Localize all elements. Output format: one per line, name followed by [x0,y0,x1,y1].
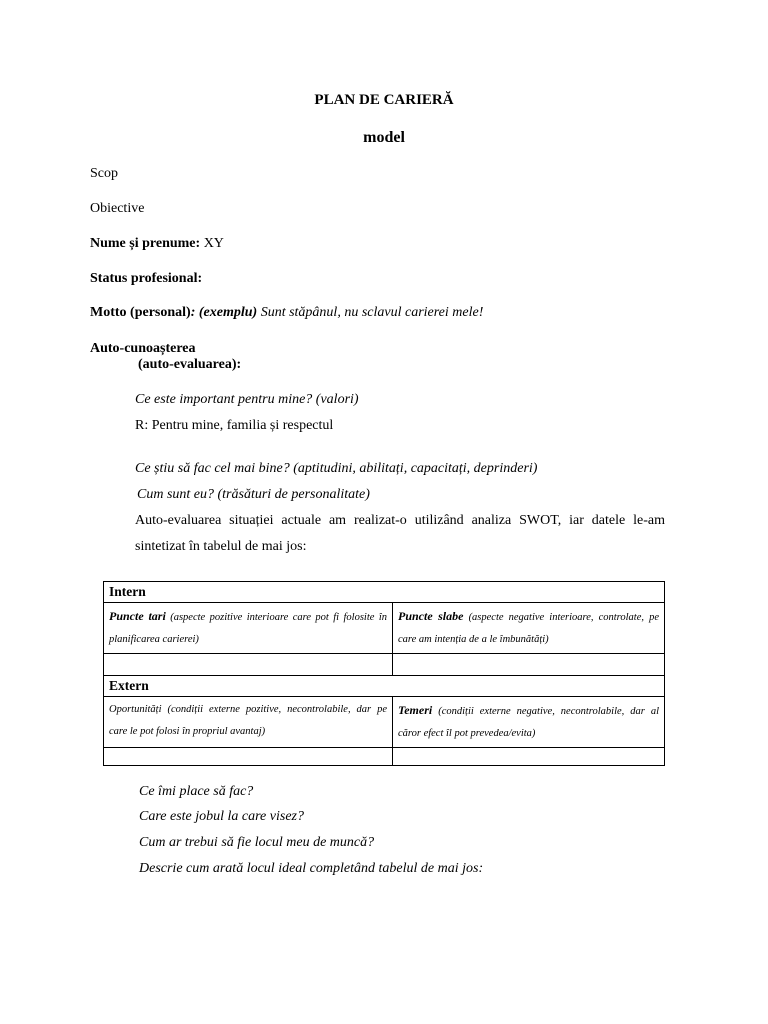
weaknesses-label: Puncte slabe [398,609,464,623]
swot-opportunities-cell [104,697,393,748]
page-title: PLAN DE CARIERĂ [314,92,454,108]
scop-label: Scop [90,166,118,181]
opportunities-desc: (condiții externe pozitive, necontrolabile, dar pe care le pot folosi în propriul avantaj) [109,704,387,737]
swot-intern-labels-row [104,603,665,654]
auto-subheading: (auto-evaluarea): [138,357,242,372]
page-subtitle: model [363,129,405,146]
auto-heading: Auto-cunoașterea [90,341,196,356]
answer-values: R: Pentru mine, familia și respectul [135,418,334,433]
threats-empty-cell [393,748,665,766]
question-skills: Ce știu să fac cel mai bine? (aptitudini, abilitați, capacitați, deprinderi) [135,461,538,476]
strengths-label: Puncte tari [109,609,166,623]
motto-label: Motto (personal) [90,305,191,320]
name-value: XY [203,236,224,251]
weaknesses-desc: (aspecte negative interioare, controlate, pe care am intenția de a le îmbunătăți) [398,612,659,645]
swot-intern-empty-row [104,654,665,676]
name-label: Nume și prenume: [90,236,201,251]
question-workplace: Cum ar trebui să fie locul meu de muncă? [139,835,375,850]
swot-strengths-cell [104,603,393,654]
swot-table [103,581,665,766]
question-personality: Cum sunt eu? (trăsături de personalitate) [137,487,370,502]
swot-paragraph-line2: sintetizat în tabelul de mai jos: [135,539,307,554]
swot-extern-header: Extern [104,676,665,697]
swot-extern-empty-row [104,748,665,766]
swot-extern-row [104,676,665,697]
motto-example: (exemplu) [198,305,258,320]
threats-label: Temeri [398,703,433,717]
status-label: Status profesional: [90,271,203,286]
strengths-empty-cell [104,654,393,676]
threats-desc: (condiții externe negative, necontrolabile, dar al căror efect îl pot prevedea/evita) [398,706,659,739]
motto-line [90,305,483,321]
obiective-label: Obiective [90,201,145,216]
swot-weaknesses-cell [393,603,665,654]
opportunities-empty-cell [104,748,393,766]
swot-threats-cell [393,697,665,748]
instruction-ideal-place: Descrie cum arată locul ideal completând tabelul de mai jos: [139,861,484,876]
strengths-desc: (aspecte pozitive interioare care pot fi folosite în planificarea carierei) [109,612,387,645]
weaknesses-empty-cell [393,654,665,676]
question-likes: Ce îmi place să fac? [139,784,254,799]
question-values: Ce este important pentru mine? (valori) [135,392,359,407]
opportunities-label: Oportunități [109,704,162,715]
question-dream-job: Care este jobul la care visez? [139,809,304,824]
swot-intern-header: Intern [104,582,665,603]
swot-paragraph-line1: Auto-evaluarea situației actuale am realizat-o utilizând analiza SWOT, iar datele le-am [135,513,665,528]
motto-text: Sunt stăpânul, nu sclavul carierei mele! [260,305,484,320]
motto-colon: : [190,305,196,320]
name-line [90,236,224,252]
swot-intern-row [104,582,665,603]
swot-extern-labels-row [104,697,665,748]
